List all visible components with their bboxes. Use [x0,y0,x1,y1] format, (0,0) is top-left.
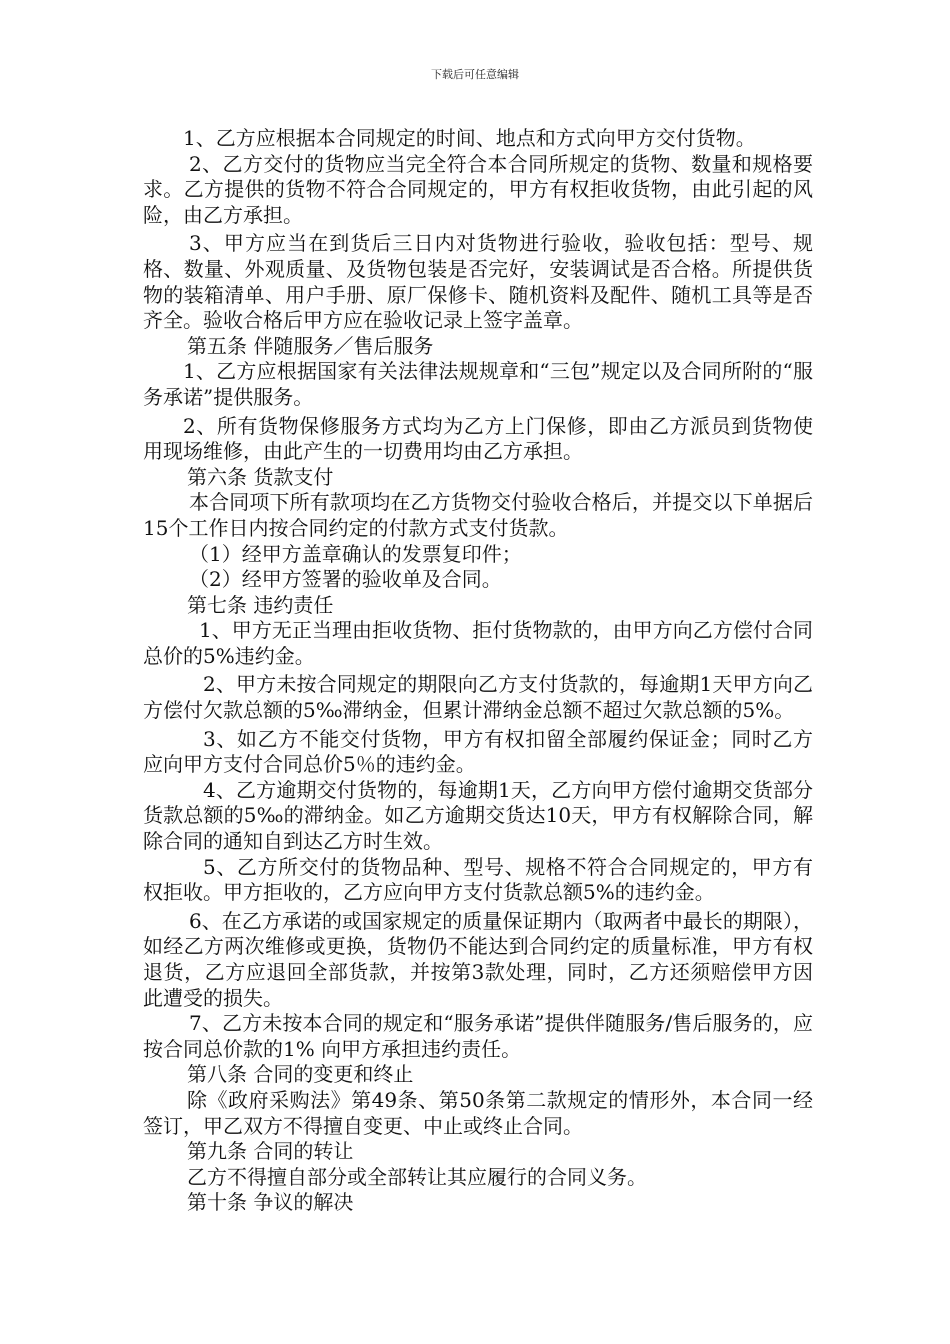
paragraph: 1、乙方应根据本合同规定的时间、地点和方式向甲方交付货物。 [183,126,756,150]
paragraph: 本合同项下所有款项均在乙方货物交付验收合格后，并提交以下单据后15个工作日内按合同约定的付款方式支付货款。 [143,490,813,540]
section-heading: 第六条 货款支付 [187,464,334,489]
paragraph: 1、甲方无正当理由拒收货物、拒付货物款的，由甲方向乙方偿付合同总价的5%违约金。 [143,618,813,668]
paragraph: 1、乙方应根据国家有关法律法规规章和“三包”规定以及合同所附的“服务承诺”提供服务。 [143,359,813,409]
paragraph: 7、乙方未按本合同的规定和“服务承诺”提供伴随服务/售后服务的，应按合同总价款的1% 向甲方承担违约责任。 [143,1011,813,1061]
paragraph: 除《政府采购法》第49条、第50条第二款规定的情形外，本合同一经签订，甲乙双方不得擅自变更、中止或终止合同。 [143,1087,813,1138]
paragraph: 6、在乙方承诺的或国家规定的质量保证期内（取两者中最长的期限），如经乙方两次维修或更换，货物仍不能达到合同约定的质量标准，甲方有权退货，乙方应退回全部货款，并按第3款处理，同时，乙方还须赔偿甲方因此遭受的损失。 [143,908,813,1010]
section-heading: 第八条 合同的变更和终止 [187,1062,414,1087]
section-heading: 第七条 违约责任 [187,592,334,617]
section-heading: 第十条 争议的解决 [187,1190,354,1215]
paragraph: 2、甲方未按合同规定的期限向乙方支付货款的，每逾期1天甲方向乙方偿付欠款总额的5‰滞纳金，但累计滞纳金总额不超过欠款总额的5%。 [143,672,813,723]
document-body [143,126,813,1216]
paragraph: 5、乙方所交付的货物品种、型号、规格不符合合同规定的，甲方有权拒收。甲方拒收的，乙方应向甲方支付货款总额5%的违约金。 [143,854,813,905]
paragraph: 3、如乙方不能交付货物，甲方有权扣留全部履约保证金；同时乙方应向甲方支付合同总价5％的违约金。 [143,726,813,777]
paragraph: 4、乙方逾期交付货物的，每逾期1天，乙方向甲方偿付逾期交货部分货款总额的5‰的滞纳金。如乙方逾期交货达10天，甲方有权解除合同，解除合同的通知自到达乙方时生效。 [143,777,813,854]
paragraph: 2、乙方交付的货物应当完全符合本合同所规定的货物、数量和规格要求。乙方提供的货物不符合合同规定的，甲方有权拒收货物，由此引起的风险，由乙方承担。 [143,151,813,227]
paragraph: 2、所有货物保修服务方式均为乙方上门保修，即由乙方派员到货物使用现场维修，由此产生的一切费用均由乙方承担。 [143,413,813,464]
section-heading: 第九条 合同的转让 [187,1139,354,1164]
section-heading: 第五条 伴随服务／售后服务 [187,333,434,358]
list-item: （1）经甲方盖章确认的发票复印件； [189,541,522,566]
paragraph: 3、甲方应当在到货后三日内对货物进行验收，验收包括：型号、规格、数量、外观质量、及货物包装是否完好，安装调试是否合格。所提供货物的装箱清单、用户手册、原厂保修卡、随机资料及配件、随机工具等是否齐全。验收合格后甲方应在验收记录上签字盖章。 [143,231,813,333]
page-header: 下载后可任意编辑 [431,68,519,81]
paragraph: 乙方不得擅自部分或全部转让其应履行的合同义务。 [187,1164,647,1189]
list-item: （2）经甲方签署的验收单及合同。 [189,567,502,592]
